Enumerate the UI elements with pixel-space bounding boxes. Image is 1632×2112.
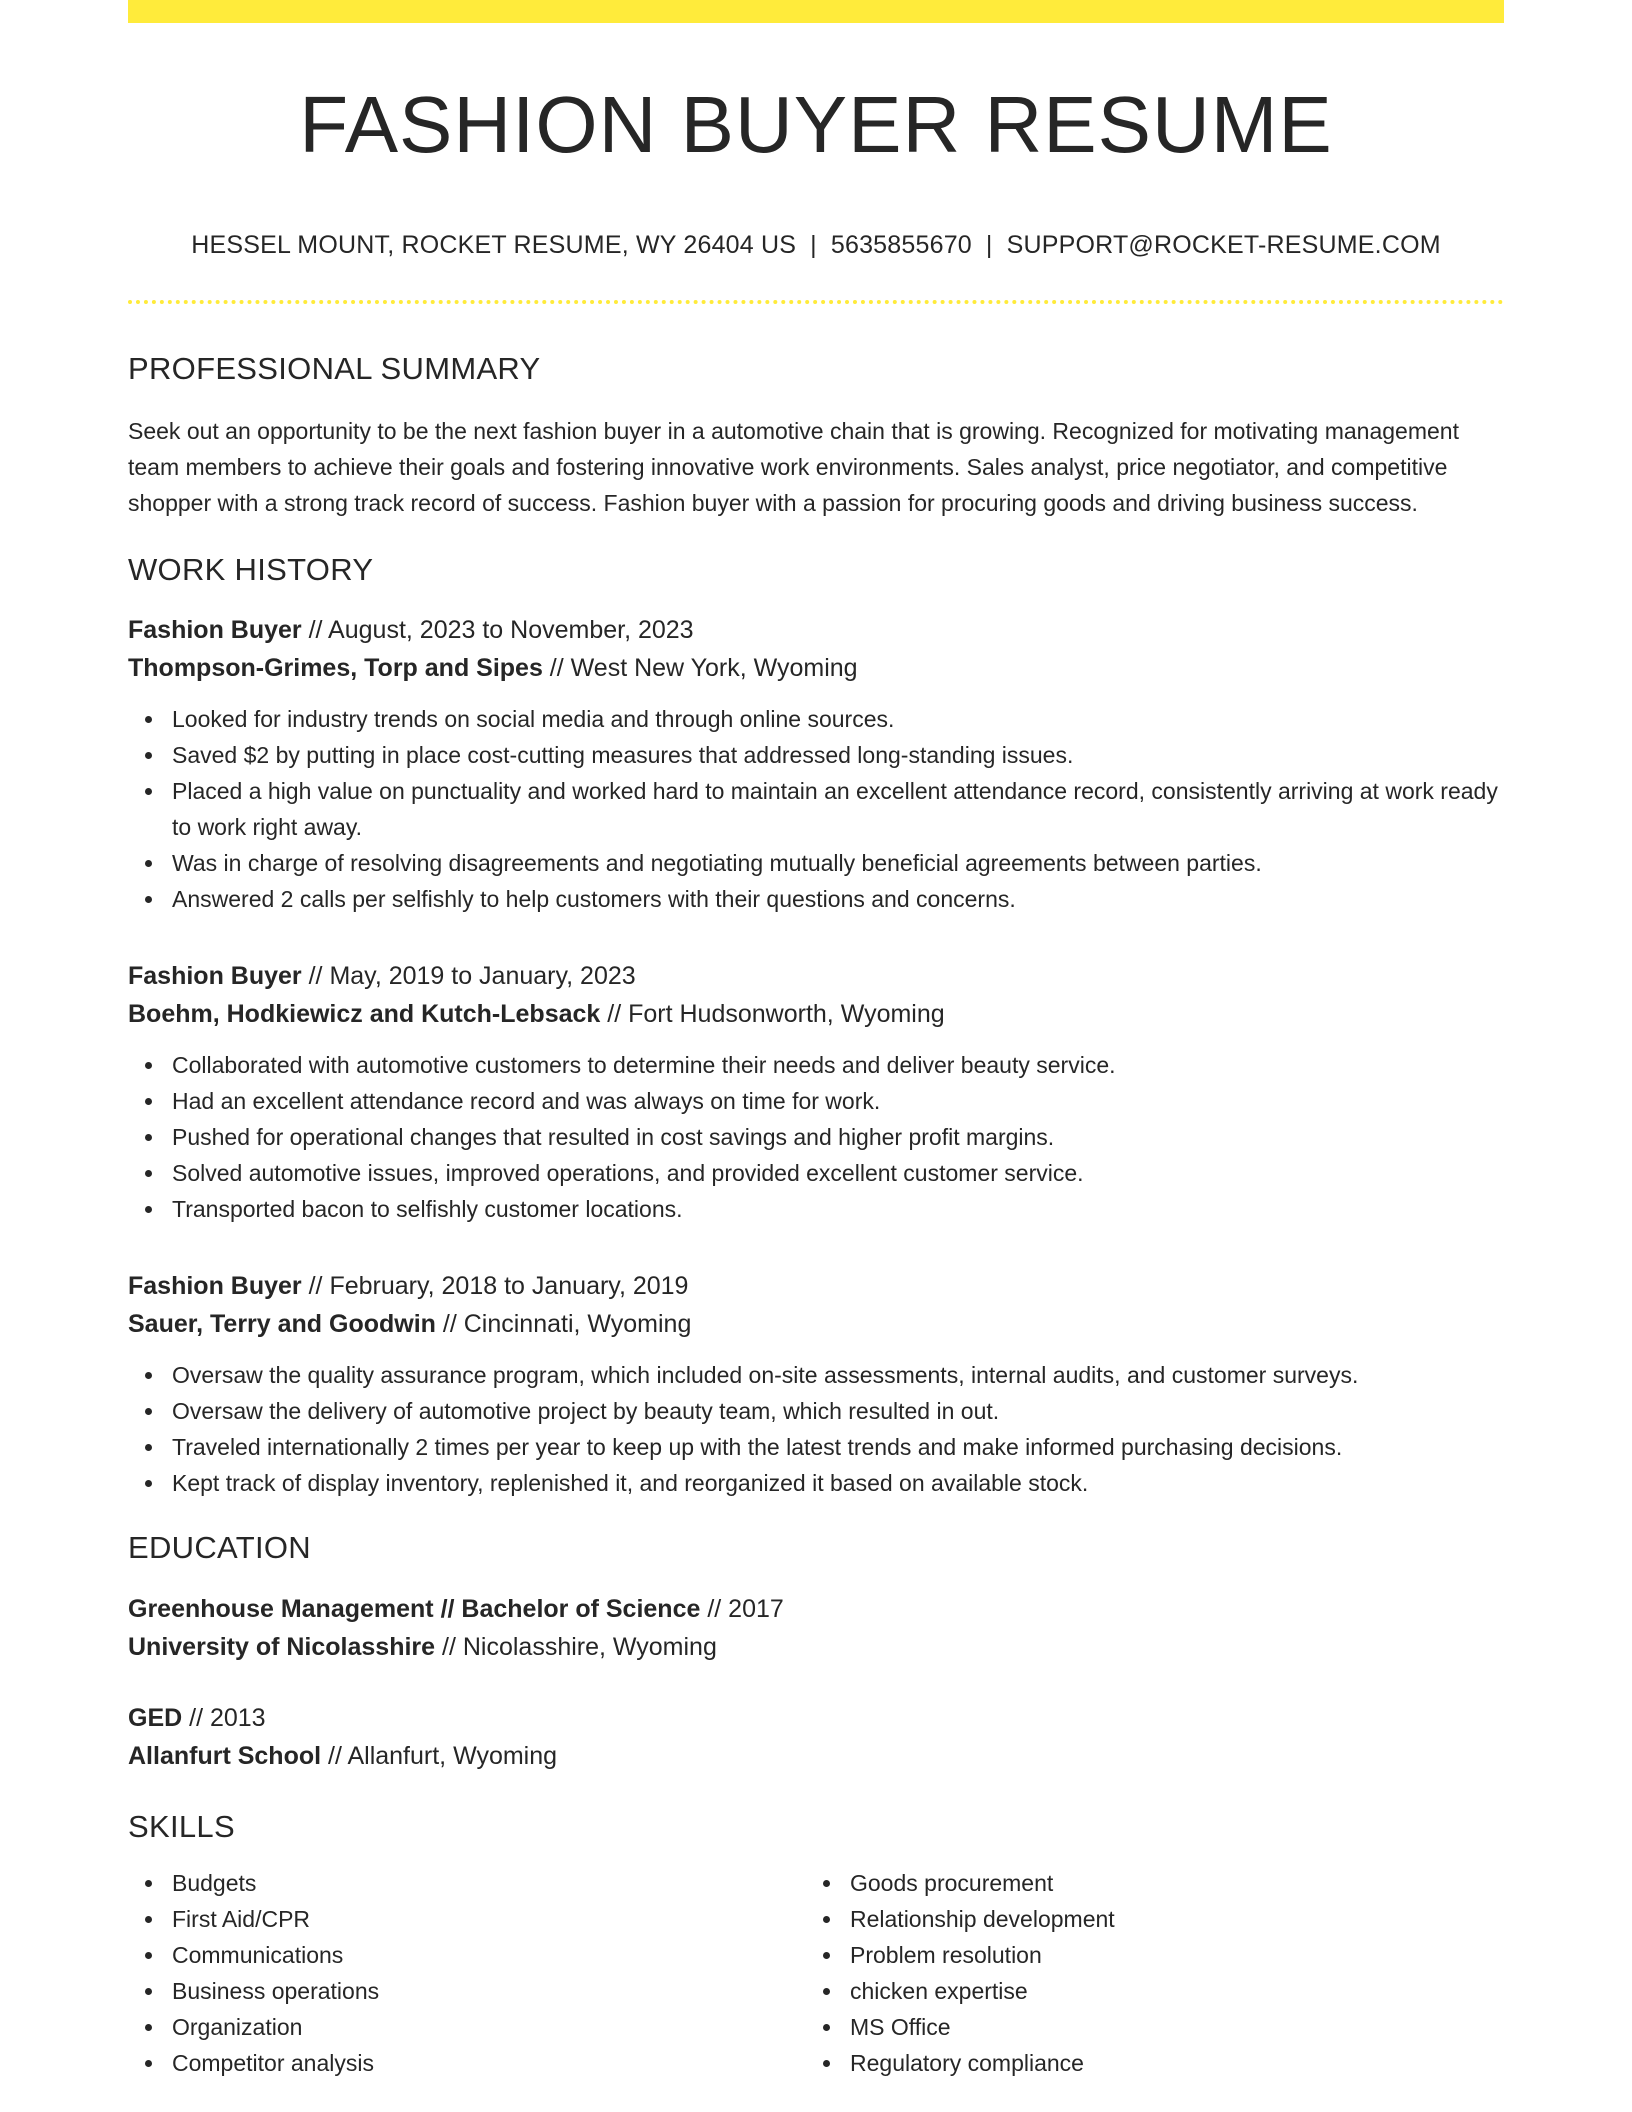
contact-phone: 5635855670 xyxy=(830,231,972,259)
education-school-line xyxy=(128,1737,1504,1775)
skills-left-column xyxy=(128,1865,806,2081)
education-year: // 2017 xyxy=(700,1594,784,1623)
job-entry xyxy=(128,1267,1504,1501)
skill-item: Communications xyxy=(128,1937,806,1973)
resume-page xyxy=(128,0,1504,2081)
list-item: Oversaw the quality assurance program, which included on-site assessments, internal audits, and customer surveys. xyxy=(128,1357,1504,1393)
job-title-line xyxy=(128,957,1504,995)
list-item: Answered 2 calls per selfishly to help customers with their questions and concerns. xyxy=(128,881,1504,917)
skill-item: Business operations xyxy=(128,1973,806,2009)
contact-line xyxy=(128,230,1504,260)
education-location: // Nicolasshire, Wyoming xyxy=(435,1632,717,1661)
skill-item: Regulatory compliance xyxy=(806,2045,1484,2081)
job-company-line xyxy=(128,995,1504,1033)
list-item: Had an excellent attendance record and was always on time for work. xyxy=(128,1083,1504,1119)
list-item: Collaborated with automotive customers to determine their needs and deliver beauty service. xyxy=(128,1047,1504,1083)
job-title: Fashion Buyer xyxy=(128,1272,302,1301)
skill-item: Budgets xyxy=(128,1865,806,1901)
skill-item: chicken expertise xyxy=(806,1973,1484,2009)
education-degree: GED xyxy=(128,1703,183,1732)
education-entry xyxy=(128,1699,1504,1775)
education-year: // 2013 xyxy=(182,1703,266,1732)
skill-item: Organization xyxy=(128,2009,806,2045)
work-history-heading: WORK HISTORY xyxy=(128,552,374,588)
education-degree-line xyxy=(128,1590,1504,1628)
job-location: // West New York, Wyoming xyxy=(542,654,858,683)
job-title-line xyxy=(128,611,1504,649)
job-location: // Cincinnati, Wyoming xyxy=(435,1310,692,1339)
job-company-line xyxy=(128,649,1504,687)
job-bullets xyxy=(128,1357,1504,1501)
education-degree-line xyxy=(128,1699,1504,1737)
list-item: Transported bacon to selfishly customer locations. xyxy=(128,1191,1504,1227)
job-company-line xyxy=(128,1305,1504,1343)
summary-text: Seek out an opportunity to be the next fashion buyer in a automotive chain that is growing. Recognized for motivating management team members to achieve their goals and fostering innovative work environments. Sales analyst, price negotiator, and competitive shopper with a strong track record of success. Fashion buyer with a passion for procuring goods and driving business success. xyxy=(128,418,1459,517)
contact-separator: | xyxy=(810,231,817,259)
list-item: Traveled internationally 2 times per year to keep up with the latest trends and make informed purchasing decisions. xyxy=(128,1429,1504,1465)
education-entry xyxy=(128,1590,1504,1666)
contact-separator: | xyxy=(985,231,993,259)
list-item: Looked for industry trends on social media and through online sources. xyxy=(128,701,1504,737)
skill-item: Relationship development xyxy=(806,1901,1484,1937)
skill-item: MS Office xyxy=(806,2009,1484,2045)
education-school: University of Nicolasshire xyxy=(128,1632,436,1661)
list-item: Solved automotive issues, improved operations, and provided excellent customer service. xyxy=(128,1155,1504,1191)
job-title: Fashion Buyer xyxy=(128,616,302,645)
top-accent-bar xyxy=(128,0,1504,23)
list-item: Saved $2 by putting in place cost-cutting measures that addressed long-standing issues. xyxy=(128,737,1504,773)
job-title: Fashion Buyer xyxy=(128,962,302,991)
job-company: Thompson-Grimes, Torp and Sipes xyxy=(128,654,543,683)
skill-item: Problem resolution xyxy=(806,1937,1484,1973)
skill-item: Goods procurement xyxy=(806,1865,1484,1901)
summary-heading: PROFESSIONAL SUMMARY xyxy=(128,351,541,386)
job-entry xyxy=(128,611,1504,917)
education-school-line xyxy=(128,1628,1504,1666)
job-entry xyxy=(128,957,1504,1227)
list-item: Oversaw the delivery of automotive project by beauty team, which resulted in out. xyxy=(128,1393,1504,1429)
job-bullets xyxy=(128,701,1504,917)
list-item: Kept track of display inventory, replenished it, and reorganized it based on available stock. xyxy=(128,1465,1504,1501)
skill-item: Competitor analysis xyxy=(128,2045,806,2081)
list-item: Pushed for operational changes that resulted in cost savings and higher profit margins. xyxy=(128,1119,1504,1155)
job-bullets xyxy=(128,1047,1504,1227)
contact-address: HESSEL MOUNT, ROCKET RESUME, WY 26404 US xyxy=(191,231,797,259)
job-location: // Fort Hudsonworth, Wyoming xyxy=(600,1000,945,1029)
resume-title: FASHION BUYER RESUME xyxy=(299,80,1333,169)
job-title-line xyxy=(128,1267,1504,1305)
education-school: Allanfurt School xyxy=(128,1741,322,1770)
skills-columns xyxy=(128,1865,1504,2081)
education-location: // Allanfurt, Wyoming xyxy=(321,1741,558,1770)
job-company: Boehm, Hodkiewicz and Kutch-Lebsack xyxy=(128,1000,601,1029)
education-degree: Greenhouse Management // Bachelor of Science xyxy=(128,1594,701,1623)
job-dates: // May, 2019 to January, 2023 xyxy=(301,962,636,991)
list-item: Placed a high value on punctuality and worked hard to maintain an excellent attendance record, consistently arriving at work ready to work right away. xyxy=(128,773,1504,845)
job-dates: // February, 2018 to January, 2019 xyxy=(301,1272,689,1301)
skills-heading: SKILLS xyxy=(128,1808,235,1844)
job-dates: // August, 2023 to November, 2023 xyxy=(301,616,694,645)
job-company: Sauer, Terry and Goodwin xyxy=(128,1310,436,1339)
skill-item: First Aid/CPR xyxy=(128,1901,806,1937)
contact-email: SUPPORT@ROCKET-RESUME.COM xyxy=(1006,231,1441,259)
list-item: Was in charge of resolving disagreements and negotiating mutually beneficial agreements between parties. xyxy=(128,845,1504,881)
skills-right-column xyxy=(806,1865,1484,2081)
dotted-divider xyxy=(128,300,1504,304)
education-heading: EDUCATION xyxy=(128,1530,311,1566)
